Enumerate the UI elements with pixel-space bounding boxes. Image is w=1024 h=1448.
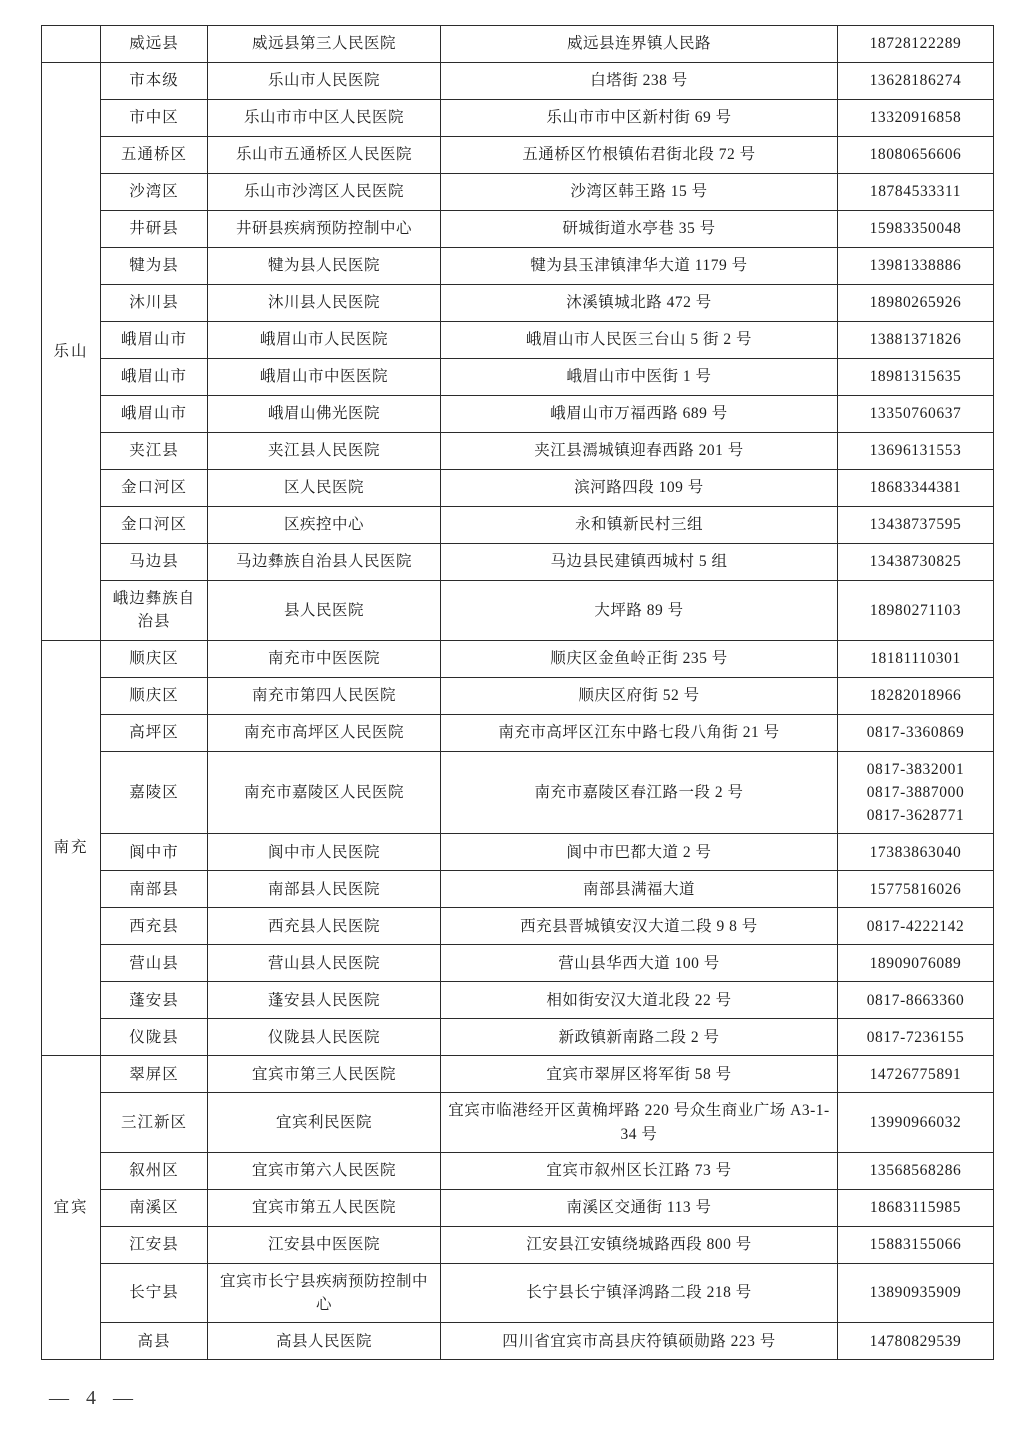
table-row (42, 285, 994, 322)
address-cell: 白塔街 238 号 (441, 63, 838, 100)
facility-cell: 阆中市人民医院 (208, 834, 441, 871)
address-cell: 宜宾市翠屏区将军街 58 号 (441, 1056, 838, 1093)
district-cell: 井研县 (101, 211, 208, 248)
facility-cell: 营山县人民医院 (208, 945, 441, 982)
facility-cell: 宜宾市长宁县疾病预防控制中心 (208, 1263, 441, 1323)
address-cell: 阆中市巴都大道 2 号 (441, 834, 838, 871)
phone-number: 18080656606 (869, 146, 962, 164)
phone-cell (838, 945, 994, 982)
facility-cell: 南充市高坪区人民医院 (208, 714, 441, 751)
facility-cell: 威远县第三人民医院 (208, 26, 441, 63)
address-cell: 沙湾区韩王路 15 号 (441, 174, 838, 211)
facility-cell: 乐山市沙湾区人民医院 (208, 174, 441, 211)
table-row (42, 1323, 994, 1360)
address-cell: 宜宾市叙州区长江路 73 号 (441, 1152, 838, 1189)
phone-cell (838, 100, 994, 137)
table-row (42, 714, 994, 751)
table-row (42, 751, 994, 834)
phone-number: 13320916858 (869, 109, 962, 127)
hospital-contact-table (41, 25, 994, 1360)
district-cell: 蓬安县 (101, 982, 208, 1019)
phone-number: 18980271103 (869, 601, 962, 619)
phone-number: 14726775891 (869, 1065, 962, 1083)
phone-cell (838, 507, 994, 544)
table-row (42, 137, 994, 174)
table-body (42, 26, 994, 1360)
phone-cell (838, 211, 994, 248)
facility-cell: 江安县中医医院 (208, 1226, 441, 1263)
phone-number: 17383863040 (869, 843, 962, 861)
phone-number: 0817-3887000 (866, 783, 965, 801)
address-cell: 马边县民建镇西城村 5 组 (441, 544, 838, 581)
phone-cell (838, 285, 994, 322)
city-group-cell: 乐山 (42, 63, 101, 641)
table-row (42, 544, 994, 581)
phone-number: 0817-8663360 (866, 991, 965, 1009)
facility-cell: 区疾控中心 (208, 507, 441, 544)
facility-cell: 宜宾利民医院 (208, 1093, 441, 1153)
phone-cell (838, 63, 994, 100)
facility-cell: 井研县疾病预防控制中心 (208, 211, 441, 248)
district-cell: 高县 (101, 1323, 208, 1360)
phone-number: 18683344381 (869, 479, 962, 497)
address-cell: 峨眉山市万福西路 689 号 (441, 396, 838, 433)
facility-cell: 仪陇县人民医院 (208, 1019, 441, 1056)
facility-cell: 高县人民医院 (208, 1323, 441, 1360)
phone-number: 18282018966 (869, 686, 962, 704)
address-cell: 南充市高坪区江东中路七段八角街 21 号 (441, 714, 838, 751)
phone-cell (838, 908, 994, 945)
phone-number: 0817-3832001 (866, 760, 965, 778)
address-cell: 南部县满福大道 (441, 871, 838, 908)
facility-cell: 峨眉山市中医医院 (208, 359, 441, 396)
district-cell: 阆中市 (101, 834, 208, 871)
address-cell: 顺庆区府街 52 号 (441, 677, 838, 714)
table-row (42, 433, 994, 470)
phone-cell (838, 677, 994, 714)
district-cell: 仪陇县 (101, 1019, 208, 1056)
address-cell: 永和镇新民村三组 (441, 507, 838, 544)
address-cell: 南充市嘉陵区春江路一段 2 号 (441, 751, 838, 834)
address-cell: 宜宾市临港经开区黄桷坪路 220 号众生商业广场 A3-1-34 号 (441, 1093, 838, 1153)
district-cell: 顺庆区 (101, 640, 208, 677)
district-cell: 叙州区 (101, 1152, 208, 1189)
address-cell: 江安县江安镇绕城路西段 800 号 (441, 1226, 838, 1263)
phone-cell (838, 1323, 994, 1360)
table-row (42, 1263, 994, 1323)
phone-cell (838, 1152, 994, 1189)
table-row (42, 640, 994, 677)
table-row (42, 908, 994, 945)
address-cell: 大坪路 89 号 (441, 581, 838, 641)
address-cell: 五通桥区竹根镇佑君街北段 72 号 (441, 137, 838, 174)
table-row (42, 1152, 994, 1189)
phone-cell (838, 1019, 994, 1056)
district-cell: 市中区 (101, 100, 208, 137)
district-cell: 南部县 (101, 871, 208, 908)
facility-cell: 乐山市市中区人民医院 (208, 100, 441, 137)
phone-number: 15775816026 (869, 880, 962, 898)
district-cell: 沐川县 (101, 285, 208, 322)
table-row (42, 359, 994, 396)
phone-number: 18981315635 (869, 368, 962, 386)
address-cell: 峨眉山市人民医三台山 5 街 2 号 (441, 322, 838, 359)
phone-cell (838, 248, 994, 285)
district-cell: 三江新区 (101, 1093, 208, 1153)
table-row (42, 63, 994, 100)
table-row (42, 1189, 994, 1226)
district-cell: 沙湾区 (101, 174, 208, 211)
phone-cell (838, 322, 994, 359)
phone-cell (838, 1093, 994, 1153)
address-cell: 峨眉山市中医街 1 号 (441, 359, 838, 396)
address-cell: 威远县连界镇人民路 (441, 26, 838, 63)
address-cell: 南溪区交通街 113 号 (441, 1189, 838, 1226)
district-cell: 威远县 (101, 26, 208, 63)
district-cell: 顺庆区 (101, 677, 208, 714)
facility-cell: 马边彝族自治县人民医院 (208, 544, 441, 581)
facility-cell: 蓬安县人民医院 (208, 982, 441, 1019)
district-cell: 夹江县 (101, 433, 208, 470)
city-group-cell: 南充 (42, 640, 101, 1056)
address-cell: 研城街道水亭巷 35 号 (441, 211, 838, 248)
facility-cell: 区人民医院 (208, 470, 441, 507)
facility-cell: 峨眉山佛光医院 (208, 396, 441, 433)
table-row (42, 470, 994, 507)
phone-cell (838, 359, 994, 396)
table-row (42, 871, 994, 908)
table-row (42, 100, 994, 137)
phone-cell (838, 1056, 994, 1093)
phone-number: 14780829539 (869, 1332, 962, 1350)
phone-cell (838, 1226, 994, 1263)
address-cell: 营山县华西大道 100 号 (441, 945, 838, 982)
phone-number: 18909076089 (869, 954, 962, 972)
table-row (42, 1019, 994, 1056)
phone-number: 13568568286 (869, 1162, 962, 1180)
phone-number: 0817-4222142 (866, 917, 965, 935)
phone-cell (838, 640, 994, 677)
district-cell: 金口河区 (101, 470, 208, 507)
address-cell: 顺庆区金鱼岭正街 235 号 (441, 640, 838, 677)
table-row (42, 1226, 994, 1263)
address-cell: 相如街安汉大道北段 22 号 (441, 982, 838, 1019)
table-row (42, 834, 994, 871)
phone-cell (838, 982, 994, 1019)
facility-cell: 宜宾市第五人民医院 (208, 1189, 441, 1226)
phone-cell (838, 544, 994, 581)
phone-number: 13438730825 (869, 553, 962, 571)
phone-cell (838, 470, 994, 507)
phone-cell (838, 26, 994, 63)
phone-number: 13350760637 (869, 405, 962, 423)
phone-number: 18728122289 (869, 35, 962, 53)
district-cell: 高坪区 (101, 714, 208, 751)
district-cell: 五通桥区 (101, 137, 208, 174)
facility-cell: 乐山市五通桥区人民医院 (208, 137, 441, 174)
address-cell: 夹江县漹城镇迎春西路 201 号 (441, 433, 838, 470)
table-row (42, 174, 994, 211)
phone-number: 18980265926 (869, 294, 962, 312)
phone-number: 13628186274 (869, 72, 962, 90)
district-cell: 长宁县 (101, 1263, 208, 1323)
table-row (42, 507, 994, 544)
table-row (42, 396, 994, 433)
address-cell: 乐山市市中区新村街 69 号 (441, 100, 838, 137)
phone-number: 13881371826 (869, 331, 962, 349)
facility-cell: 南充市中医医院 (208, 640, 441, 677)
phone-cell (838, 433, 994, 470)
facility-cell: 沐川县人民医院 (208, 285, 441, 322)
district-cell: 营山县 (101, 945, 208, 982)
district-cell: 西充县 (101, 908, 208, 945)
phone-cell (838, 581, 994, 641)
phone-number: 13981338886 (869, 257, 962, 275)
phone-number: 18784533311 (869, 183, 962, 201)
facility-cell: 南充市嘉陵区人民医院 (208, 751, 441, 834)
phone-number: 13438737595 (869, 516, 962, 534)
table-row (42, 26, 994, 63)
district-cell: 市本级 (101, 63, 208, 100)
district-cell: 翠屏区 (101, 1056, 208, 1093)
district-cell: 峨眉山市 (101, 322, 208, 359)
table-row (42, 248, 994, 285)
table-row (42, 982, 994, 1019)
phone-cell (838, 834, 994, 871)
facility-cell: 乐山市人民医院 (208, 63, 441, 100)
facility-cell: 犍为县人民医院 (208, 248, 441, 285)
district-cell: 峨眉山市 (101, 396, 208, 433)
table-row (42, 1056, 994, 1093)
phone-cell (838, 396, 994, 433)
phone-number: 13890935909 (869, 1284, 962, 1302)
address-cell: 犍为县玉津镇津华大道 1179 号 (441, 248, 838, 285)
phone-cell (838, 871, 994, 908)
facility-cell: 南部县人民医院 (208, 871, 441, 908)
phone-cell (838, 714, 994, 751)
table-row (42, 581, 994, 641)
phone-number: 0817-3628771 (866, 807, 965, 824)
table-row (42, 677, 994, 714)
phone-number: 0817-7236155 (866, 1028, 965, 1046)
facility-cell: 县人民医院 (208, 581, 441, 641)
phone-number: 0817-3360869 (866, 723, 965, 741)
phone-cell (838, 1263, 994, 1323)
district-cell: 峨边彝族自治县 (101, 581, 208, 641)
facility-cell: 夹江县人民医院 (208, 433, 441, 470)
district-cell: 嘉陵区 (101, 751, 208, 834)
address-cell: 西充县晋城镇安汉大道二段 9 8 号 (441, 908, 838, 945)
phone-number: 15883155066 (869, 1236, 962, 1254)
phone-number: 15983350048 (869, 220, 962, 238)
table-row (42, 322, 994, 359)
district-cell: 马边县 (101, 544, 208, 581)
phone-cell (838, 174, 994, 211)
page-number: — 4 — (49, 1387, 139, 1410)
address-cell: 新政镇新南路二段 2 号 (441, 1019, 838, 1056)
facility-cell: 峨眉山市人民医院 (208, 322, 441, 359)
phone-cell (838, 751, 994, 834)
district-cell: 南溪区 (101, 1189, 208, 1226)
phone-cell (838, 1189, 994, 1226)
facility-cell: 西充县人民医院 (208, 908, 441, 945)
address-cell: 长宁县长宁镇泽鸿路二段 218 号 (441, 1263, 838, 1323)
facility-cell: 宜宾市第三人民医院 (208, 1056, 441, 1093)
phone-number: 13990966032 (869, 1113, 962, 1131)
phone-number: 13696131553 (869, 442, 962, 460)
city-group-cell (42, 26, 101, 63)
table-row (42, 211, 994, 248)
city-group-cell: 宜宾 (42, 1056, 101, 1360)
phone-number: 18683115985 (869, 1199, 962, 1217)
district-cell: 金口河区 (101, 507, 208, 544)
district-cell: 江安县 (101, 1226, 208, 1263)
table-row (42, 945, 994, 982)
district-cell: 峨眉山市 (101, 359, 208, 396)
address-cell: 沐溪镇城北路 472 号 (441, 285, 838, 322)
phone-cell (838, 137, 994, 174)
address-cell: 滨河路四段 109 号 (441, 470, 838, 507)
facility-cell: 宜宾市第六人民医院 (208, 1152, 441, 1189)
address-cell: 四川省宜宾市高县庆符镇硕勋路 223 号 (441, 1323, 838, 1360)
district-cell: 犍为县 (101, 248, 208, 285)
table-row (42, 1093, 994, 1153)
phone-number: 18181110301 (870, 649, 961, 667)
facility-cell: 南充市第四人民医院 (208, 677, 441, 714)
